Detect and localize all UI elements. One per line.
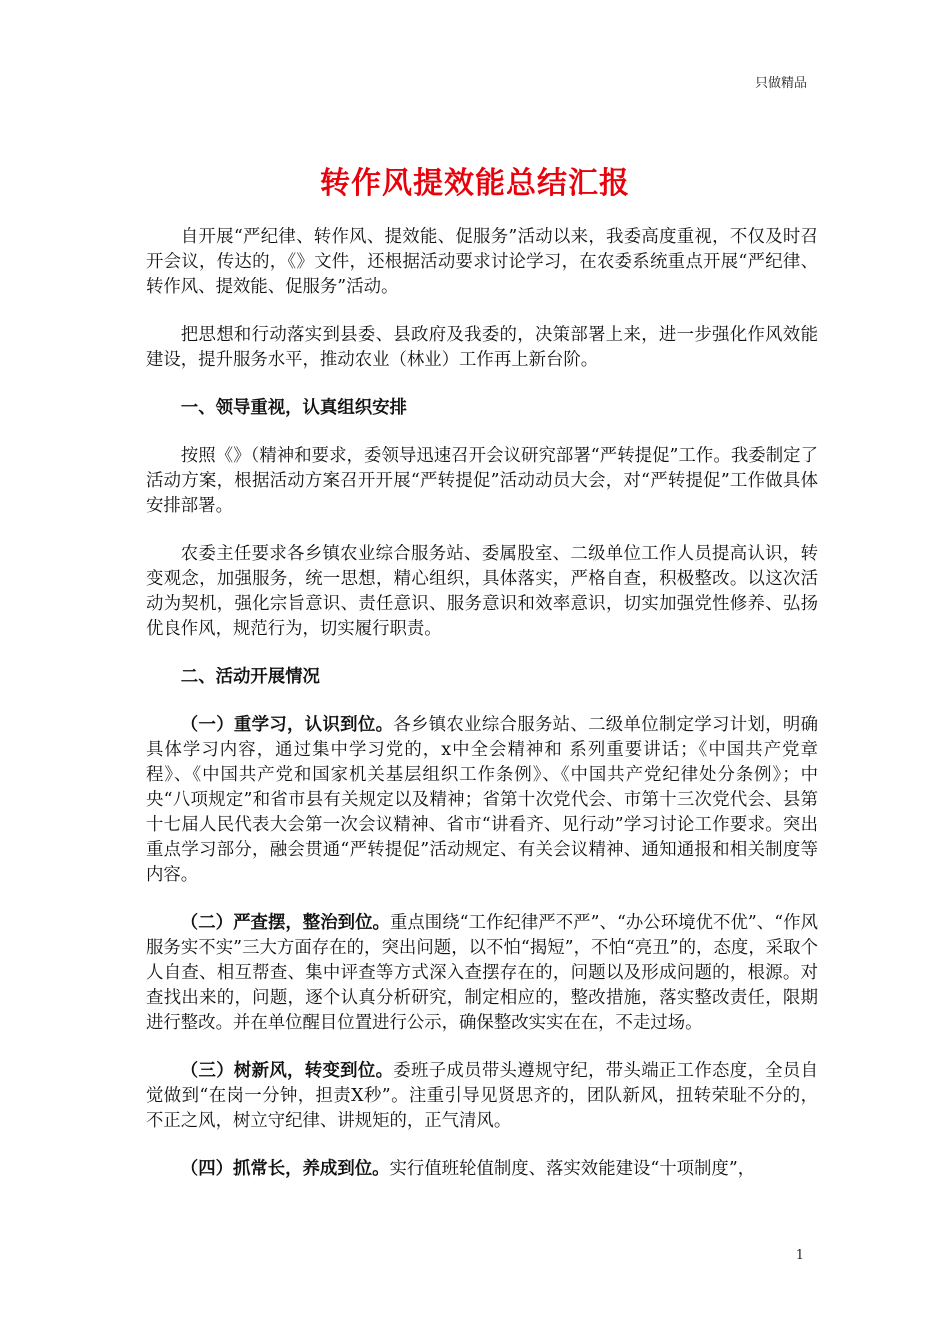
item-lead: （四）抓常长，养成到位。 xyxy=(180,1159,390,1179)
section-heading: 一、领导重视，认真组织安排 xyxy=(180,398,407,418)
paragraph: 把思想和行动落实到县委、县政府及我委的，决策部署上来，进一步强化作风效能建设，提升服务水平，推动农业（林业）工作再上新台阶。 xyxy=(146,325,818,370)
page-number: 1 xyxy=(795,1248,804,1263)
list-item xyxy=(146,713,818,888)
item-lead: （三）树新风，转变到位。 xyxy=(180,1061,394,1081)
list-item xyxy=(146,1059,818,1134)
item-lead: （一）重学习，认识到位。 xyxy=(180,715,394,735)
document-title: 转作风提效能总结汇报 xyxy=(320,166,630,201)
section-heading: 二、活动开展情况 xyxy=(180,667,320,687)
paragraph: 农委主任要求各乡镇农业综合服务站、委属股室、二级单位工作人员提高认识，转变观念，加强服务，统一思想，精心组织，具体落实，严格自查，积极整改。以这次活动为契机，强化宗旨意识、责任意识、服务意识和效率意识，切实加强党性修养、弘扬优良作风，规范行为，切实履行职责。 xyxy=(146,544,818,639)
item-text: 重点围绕“工作纪律严不严”、“办公环境优不优”、“作风服务实不实”三大方面存在的，突出问题，以不怕“揭短”，不怕“亮丑”的，态度，采取个人自查、相互帮查、集中评查等方式深入查摆存在的，问题以及形成问题的，根源。对查找出来的，问题，逐个认真分析研究，制定相应的，整改措施，落实整改责任，限期进行整改。并在单位醒目位置进行公示，确保整改实实在在，不走过场。 xyxy=(146,913,818,1033)
header-tag: 只做精品 xyxy=(754,76,807,91)
item-lead: （二）严查摆，整治到位。 xyxy=(180,913,390,933)
paragraph: 按照《》（精神和要求，委领导迅速召开会议研究部署“严转提促”工作。我委制定了活动方案，根据活动方案召开开展“严转提促”活动动员大会，对“严转提促”工作做具体安排部署。 xyxy=(146,446,818,516)
list-item xyxy=(146,1157,818,1182)
item-text: 实行值班轮值制度、落实效能建设“十项制度”， xyxy=(389,1159,756,1179)
item-text: 各乡镇农业综合服务站、二级单位制定学习计划，明确具体学习内容，通过集中学习党的，x中全会精神和 系列重要讲话；《中国共产党章程》、《中国共产党和国家机关基层组织工作条例》、《中国共产党纪律处分条例》；中央“八项规定”和省市县有关规定以及精神；省第十次党代会、市第十三次党代会、县第十七届人民代表大会第一次会议精神、省市“讲看齐、见行动”学习讨论工作要求。突出重点学习部分，融会贯通“严转提促”活动规定、有关会议精神、通知通报和相关制度等内容。 xyxy=(146,715,818,885)
item-text: 委班子成员带头遵规守纪，带头端正工作态度，全员自觉做到“在岗一分钟，担责X秒”。注重引导见贤思齐的，团队新风，扭转荣耻不分的，不正之风，树立守纪律、讲规矩的，正气清风。 xyxy=(146,1061,818,1131)
list-item xyxy=(146,911,818,1036)
paragraph: 自开展“严纪律、转作风、提效能、促服务”活动以来，我委高度重视，不仅及时召开会议，传达的，《》文件，还根据活动要求讨论学习，在农委系统重点开展“严纪律、转作风、提效能、促服务”活动。 xyxy=(146,227,818,297)
document-body xyxy=(146,225,818,1205)
